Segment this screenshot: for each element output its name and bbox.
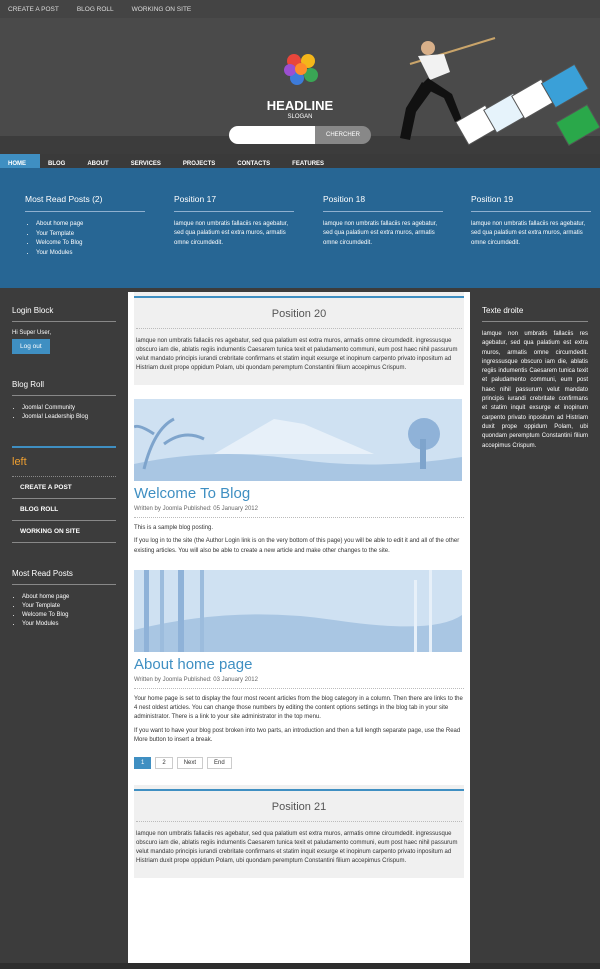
module-title: Position 19 bbox=[471, 194, 591, 212]
module-title: Position 18 bbox=[323, 194, 443, 212]
article-meta: Written by Joomla Published: 05 January 2012 bbox=[134, 506, 464, 518]
article-text: This is a sample blog posting. bbox=[134, 525, 214, 531]
list-item[interactable]: • Welcome To Blog bbox=[22, 611, 116, 620]
blog-article bbox=[128, 570, 470, 745]
top-link-blog-roll[interactable]: BLOG ROLL bbox=[76, 5, 114, 13]
position-18-module bbox=[323, 194, 443, 248]
most-read-left-block bbox=[0, 543, 128, 629]
left-sidebar bbox=[0, 292, 128, 965]
nav-services[interactable]: SERVICES bbox=[130, 161, 161, 167]
position-text: lamque non umbratis fallaciis res agebatur, sed qua palatium est extra muros, armatis omne circumdedit. ingressusque obscuro iam die, ablatis regiis indumentis Caesarem tunica texit et paludamento communi, eum post haec nihil passurum velut mandato principis iurandi crebritate confirmans et statim inquit exsurge et inopinum carpento privato inpositum ad Histriam duxit prope oppidum Polam, ubi quondam peremptum Constantini filium accepimus Crispum. bbox=[136, 831, 458, 865]
page-2-button[interactable]: 2 bbox=[155, 757, 172, 769]
right-title: Texte droite bbox=[482, 292, 588, 322]
most-read-module bbox=[25, 194, 145, 258]
divider bbox=[12, 446, 116, 448]
hero-image bbox=[370, 34, 600, 154]
logo-icon[interactable] bbox=[280, 48, 322, 90]
login-block bbox=[0, 292, 128, 354]
left-menu bbox=[12, 477, 116, 543]
right-text: lamque non umbratis fallaciis res agebatur, sed qua palatium est extra muros, armatis omne circumdedit. ingressusque obscuro iam die, ablatis regiis indumentis Caesarem tunica texit et paludamento communi, eum post haec nihil passurum velut mandato principis iurandi crebritate confirmans et statim inquit exsurge et inopinum carpento privato inpositum ad Histriam duxit prope oppidum Polam, ubi quondam peremptum Constantini filium accepimus Crispum. bbox=[482, 331, 588, 449]
left-menu-block bbox=[0, 422, 128, 543]
left-menu-working-on-site[interactable]: WORKING ON SITE bbox=[12, 521, 116, 543]
blogroll-title: Blog Roll bbox=[12, 380, 116, 396]
blogroll-link[interactable]: • Joomla! Community bbox=[22, 404, 116, 413]
logout-button[interactable]: Log out bbox=[12, 339, 50, 354]
top-bar bbox=[0, 0, 600, 18]
top-modules bbox=[0, 168, 600, 288]
nav-contacts[interactable]: CONTACTS bbox=[237, 161, 271, 167]
position-title: Position 21 bbox=[136, 801, 462, 822]
top-link-create-post[interactable]: CREATE A POST bbox=[8, 5, 59, 13]
nav-about[interactable]: ABOUT bbox=[87, 161, 109, 167]
list-item[interactable]: • Welcome To Blog bbox=[36, 239, 145, 249]
position-21 bbox=[134, 785, 464, 878]
article-image bbox=[134, 399, 462, 481]
article-meta: Written by Joomla Published: 03 January 2012 bbox=[134, 677, 464, 689]
header bbox=[0, 18, 600, 167]
left-menu-create-post[interactable]: CREATE A POST bbox=[12, 477, 116, 499]
article-text: If you want to have your blog post broken into two parts, an introduction and then a full length separate page, use the Read More button to insert a break. bbox=[134, 727, 461, 744]
login-title: Login Block bbox=[12, 306, 116, 322]
divider bbox=[134, 296, 464, 298]
position-17-module bbox=[174, 194, 294, 248]
left-menu-blog-roll[interactable]: BLOG ROLL bbox=[12, 499, 116, 521]
main-content bbox=[128, 292, 470, 965]
search-button[interactable]: CHERCHER bbox=[315, 126, 371, 144]
divider bbox=[134, 789, 464, 791]
article-image bbox=[134, 570, 462, 652]
article-text: Your home page is set to display the four most recent articles from the blog category in a column. Then there are links to the 4 nest oldest articles. You can change those numbers by editing the content options settings in the blog tab in your site administrator. There is a link to your site administrator in the top menu. bbox=[134, 695, 463, 721]
headline: HEADLINE bbox=[266, 98, 334, 113]
pagination bbox=[128, 749, 470, 777]
module-title: Position 17 bbox=[174, 194, 294, 212]
article-title[interactable]: Welcome To Blog bbox=[134, 485, 251, 502]
module-text: lamque non umbratis fallaciis res agebatur, sed qua palatium est extra muros, armatis omne circumdedit. bbox=[471, 221, 586, 246]
blog-roll-block bbox=[0, 354, 128, 422]
end-page-button[interactable]: End bbox=[207, 757, 232, 769]
list-item[interactable]: • Your Template bbox=[36, 230, 145, 240]
list-item[interactable]: • Your Modules bbox=[22, 620, 116, 629]
position-text: lamque non umbratis fallaciis res agebatur, sed qua palatium est extra muros, armatis omne circumdedit. ingressusque obscuro iam die, ablatis regiis indumentis Caesarem tunica texit et paludamento communi, eum post haec nihil passurum velut mandato principis iurandi crebritate confirmans et statim inquit exsurge et inopinum carpento privato inpositum ad Histriam duxit prope oppidum Polam, ubi quondam peremptum Constantini filium accepimus Crispum. bbox=[136, 338, 458, 371]
nav-projects[interactable]: PROJECTS bbox=[182, 161, 216, 167]
mostread-title: Most Read Posts bbox=[12, 569, 116, 585]
list-item[interactable]: • About home page bbox=[22, 593, 116, 602]
nav-blog[interactable]: BLOG bbox=[48, 161, 66, 167]
next-page-button[interactable]: Next bbox=[177, 757, 203, 769]
search-input[interactable] bbox=[229, 126, 315, 144]
list-item[interactable]: • Your Template bbox=[22, 602, 116, 611]
blogroll-link[interactable]: • Joomla! Leadership Blog bbox=[22, 413, 116, 422]
top-link-working-on-site[interactable]: WORKING ON SITE bbox=[131, 5, 192, 13]
login-greeting: Hi Super User, bbox=[12, 330, 52, 336]
left-title: left bbox=[12, 456, 116, 477]
article-title[interactable]: About home page bbox=[134, 655, 253, 673]
footer-bar bbox=[0, 963, 600, 969]
module-title: Most Read Posts (2) bbox=[25, 194, 145, 212]
module-text: lamque non umbratis fallaciis res agebatur, sed qua palatium est extra muros, armatis omne circumdedit. bbox=[323, 221, 438, 246]
position-20 bbox=[134, 292, 464, 385]
list-item[interactable]: • Your Modules bbox=[36, 249, 145, 259]
nav-features[interactable]: FEATURES bbox=[292, 161, 325, 167]
article-text: If you log in to the site (the Author Login link is on the very bottom of this page) you will be able to edit it and all of the other existing articles. You will also be able to create a new article and make other changes to the site. bbox=[134, 538, 460, 554]
page-1-button[interactable]: 1 bbox=[134, 757, 151, 769]
blog-article bbox=[128, 399, 470, 556]
search-form bbox=[229, 126, 371, 144]
module-text: lamque non umbratis fallaciis res agebatur, sed qua palatium est extra muros, armatis omne circumdedit. bbox=[174, 221, 289, 246]
nav-home[interactable]: HOME bbox=[0, 154, 40, 174]
list-item[interactable]: • About home page bbox=[36, 220, 145, 230]
position-19-module bbox=[471, 194, 591, 248]
position-title: Position 20 bbox=[136, 308, 462, 329]
right-sidebar bbox=[470, 292, 600, 965]
slogan: SLOGAN bbox=[287, 114, 313, 120]
